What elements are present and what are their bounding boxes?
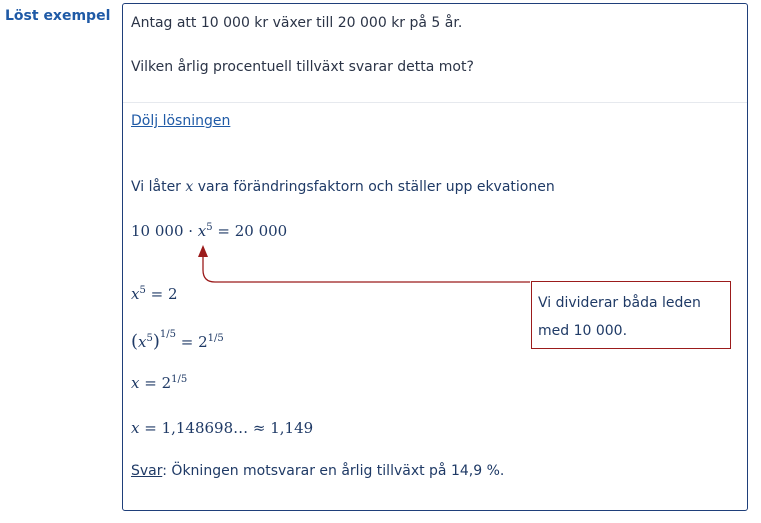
eq4-variable: x [131, 374, 140, 392]
eq3-variable: x [138, 333, 147, 351]
eq1-left: 10 000 · [131, 222, 198, 240]
eq3-open-paren: ( [131, 331, 139, 352]
callout-box [531, 281, 731, 349]
eq1-right: = 20 000 [212, 222, 288, 240]
eq2-variable: x [131, 285, 140, 303]
solved-example-box [122, 3, 748, 511]
callout-arrow [123, 4, 747, 510]
eq2-right: = 2 [145, 285, 178, 303]
question-line-1: Antag att 10 000 kr växer till 20 000 kr på 5 år. [131, 15, 463, 31]
answer-label: Svar [131, 463, 163, 479]
eq4-exponent: 1/5 [171, 374, 188, 385]
intro-prefix: Vi låter [131, 179, 186, 195]
intro-suffix: vara förändringsfaktorn och ställer upp ekvationen [193, 179, 555, 195]
eq1-variable: x [197, 222, 207, 240]
eq3-mid: = 2 [176, 333, 208, 351]
callout-line-2: med 10 000. [538, 323, 628, 339]
eq1-exponent: 5 [206, 222, 213, 233]
eq3-close-paren: ) [152, 331, 160, 352]
eq2-exponent: 5 [139, 285, 146, 296]
eq3-right-exponent: 1/5 [207, 333, 224, 344]
hide-solution-link[interactable]: Dölj lösningen [131, 113, 231, 129]
section-label: Löst exempel [5, 8, 111, 24]
intro-variable: x [185, 179, 194, 195]
question-line-2: Vilken årlig procentuell tillväxt svarar detta mot? [131, 59, 474, 75]
eq4-mid: = 2 [139, 374, 172, 392]
eq5-variable: x [131, 419, 140, 437]
callout-line-1: Vi dividerar båda leden [538, 295, 701, 311]
answer-text: : Ökningen motsvarar en årlig tillväxt på 14,9 %. [162, 463, 505, 479]
eq3-outer-exponent: 1/5 [159, 329, 176, 340]
eq3-exponent: 5 [146, 333, 153, 344]
eq5-right: = 1,148698… ≈ 1,149 [139, 419, 314, 437]
